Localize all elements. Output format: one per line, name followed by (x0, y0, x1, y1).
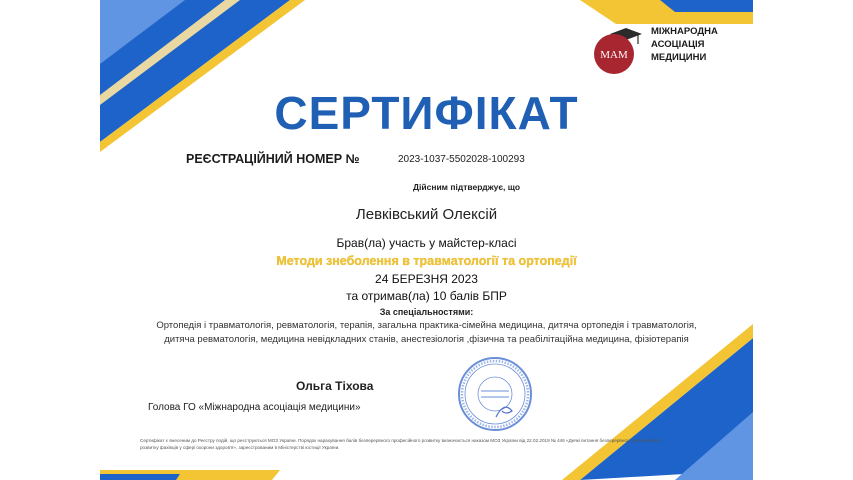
organization-name-line1: МІЖНАРОДНА (651, 26, 718, 37)
organization-name (651, 25, 718, 64)
organization-name-line3: МЕДИЦИНИ (651, 52, 707, 63)
signer-name: Ольга Тіхова (296, 379, 374, 393)
certificate (100, 0, 753, 480)
specialties-line-1: Ортопедія і травматологія, ревматологія, терапія, загальна практика-сімейна медицина, дитяча ортопедія і травматологія, (156, 320, 697, 331)
score-text: та отримав(ла) 10 балів БПР (346, 289, 507, 303)
official-stamp-icon (456, 355, 534, 433)
specialties-label: За спеціальностями: (379, 307, 474, 317)
legal-footnote: Сертифікат є внесеним до Реєстру подій, що реєструються МОЗ України. Порядок нарахування балів безперервного професійного розвитку визначається наказом МОЗ України від 22.02.2019 № 446 «Деякі питання безперервного професійного розвитку фахівців у сфері охорони здоров'я», зареєстрованим в Міністерстві юстиції України. (140, 438, 662, 450)
recipient-name: Левківський Олексій (355, 206, 498, 223)
organization-name-line2: АСОЦІАЦІЯ (651, 39, 705, 50)
confirms-text: Дійсним підтверджує, що (412, 182, 521, 192)
ribbon-top-right-blue (660, 0, 753, 12)
svg-text:МАМ: МАМ (600, 49, 628, 61)
registration-number: 2023-1037-5502028-100293 (398, 154, 525, 165)
certificate-title: СЕРТИФІКАТ (274, 87, 579, 139)
signer-role: Голова ГО «Міжнародна асоціація медицини» (148, 402, 361, 413)
specialties-line-2: дитяча ревматологія, медицина невідкладних станів, анестезіологія ,фізична та реабілітаційна медицина, фізіотерапія (164, 334, 689, 345)
event-date: 24 БЕРЕЗНЯ 2023 (375, 272, 478, 286)
mam-logo-icon (590, 26, 648, 76)
participation-text: Брав(ла) участь у майстер-класі (336, 236, 517, 250)
course-title: Методи знеболення в травматології та ортопедії (276, 254, 577, 268)
registration-label: РЕЄСТРАЦІЙНИЙ НОМЕР № (186, 152, 360, 166)
ribbon-bottom-left-blue (100, 474, 180, 480)
